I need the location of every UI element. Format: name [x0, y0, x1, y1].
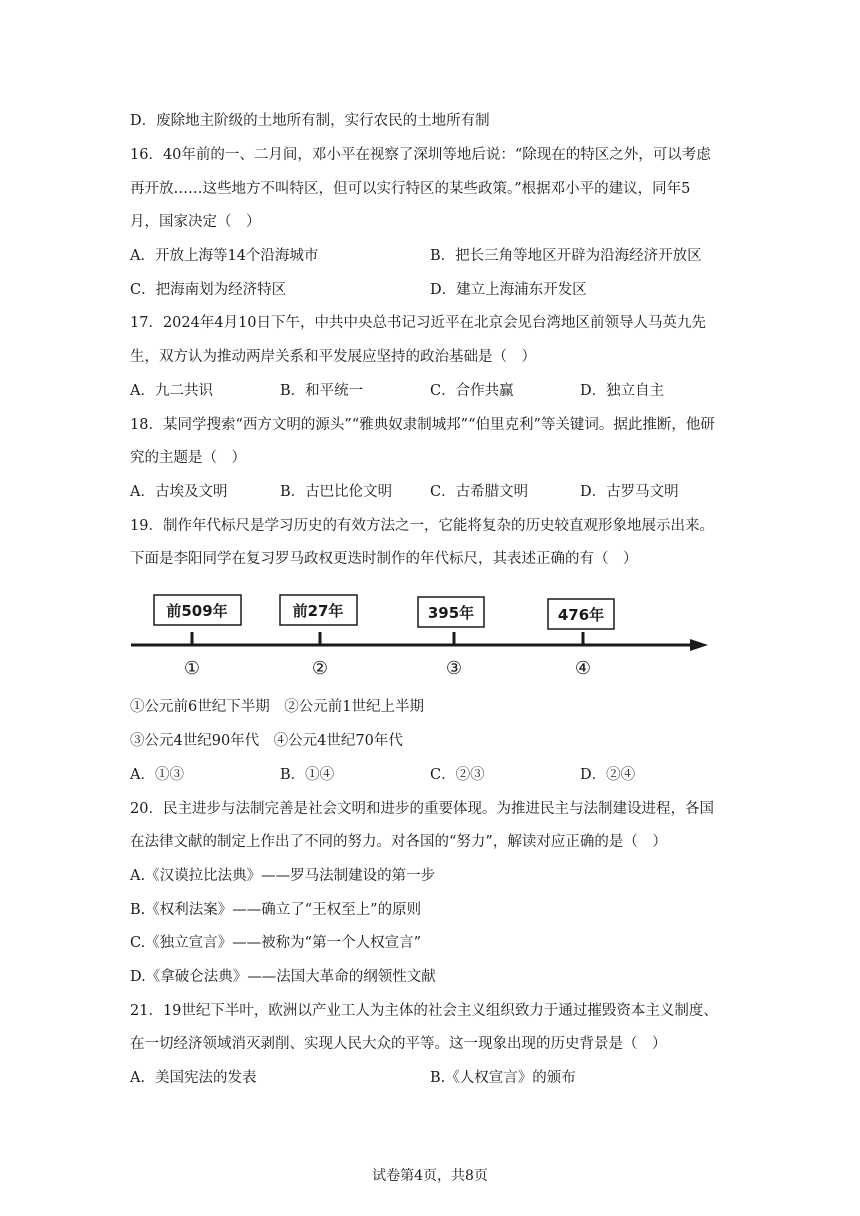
q21-option-b: B.《人权宣言》的颁布 — [430, 1070, 576, 1086]
q20-option-d: D.《拿破仑法典》——法国大革命的纲领性文献 — [130, 969, 436, 985]
timeline-label-3: 395年 — [427, 604, 475, 622]
q19-stem-line2: 下面是李阳同学在复习罗马政权更迭时制作的年代标尺，其表述正确的有（ ） — [130, 551, 638, 567]
q16-stem-line3: 月，国家决定（ ） — [130, 214, 261, 230]
timeline-marker-4: ④ — [574, 658, 592, 679]
q19-statement-line1: ①公元前6世纪下半期 ②公元前1世纪上半期 — [130, 699, 424, 715]
page-footer: 试卷第4页，共8页 — [372, 1168, 488, 1184]
q19-option-b: B．①④ — [280, 767, 335, 783]
q15-option-d: D．废除地主阶级的土地所有制，实行农民的土地所有制 — [130, 113, 490, 129]
timeline-marker-3: ③ — [445, 658, 463, 679]
q18-stem-line2: 究的主题是（ ） — [130, 450, 246, 466]
timeline-tick-1 — [154, 595, 241, 679]
q18-stem-line1: 18．某同学搜索“西方文明的源头”“雅典奴隶制城邦”“伯里克利”等关键词。据此推断，他研 — [130, 417, 715, 433]
q17-option-a: A．九二共识 — [130, 383, 213, 399]
q18-option-c: C．古希腊文明 — [430, 484, 529, 500]
q17-stem-line2: 生，双方认为推动两岸关系和平发展应坚持的政治基础是（ ） — [130, 349, 536, 365]
q16-option-d: D．建立上海浦东开发区 — [430, 282, 587, 298]
q17-option-b: B．和平统一 — [280, 383, 364, 399]
q20-option-a: A.《汉谟拉比法典》——罗马法制建设的第一步 — [130, 868, 436, 884]
q19-stem-line1: 19．制作年代标尺是学习历史的有效方法之一，它能将复杂的历史较直观形象地展示出来。 — [130, 518, 714, 534]
q20-option-c: C.《独立宣言》——被称为“第一个人权宣言” — [130, 935, 422, 951]
q21-option-a: A．美国宪法的发表 — [130, 1070, 257, 1086]
timeline-tick-3 — [418, 597, 484, 679]
q18-option-b: B．古巴比伦文明 — [280, 484, 393, 500]
q18-option-a: A．古埃及文明 — [130, 484, 228, 500]
q21-stem-line2: 在一切经济领域消灭剥削、实现人民大众的平等。这一现象出现的历史背景是（ ） — [130, 1036, 667, 1052]
timeline-figure — [128, 588, 718, 688]
timeline-marker-2: ② — [311, 658, 329, 679]
q16-stem-line2: 再开放……这些地方不叫特区，但可以实行特区的某些政策。”根据邓小平的建议，同年5 — [130, 181, 691, 197]
timeline-label-2: 前27年 — [292, 602, 344, 620]
q16-option-a: A．开放上海等14个沿海城市 — [130, 248, 319, 264]
q20-option-b: B.《权利法案》——确立了“王权至上”的原则 — [130, 902, 422, 918]
q18-option-d: D．古罗马文明 — [580, 484, 679, 500]
q16-stem-line1: 16．40年前的一、二月间，邓小平在视察了深圳等地后说：“除现在的特区之外，可以考虑 — [130, 147, 711, 163]
q17-option-c: C．合作共赢 — [430, 383, 514, 399]
q19-option-a: A．①③ — [130, 767, 184, 783]
timeline-marker-1: ① — [183, 658, 201, 679]
timeline-label-4: 476年 — [557, 606, 605, 624]
q19-option-d: D．②④ — [580, 767, 636, 783]
q20-stem-line1: 20．民主进步与法制完善是社会文明和进步的重要体现。为推进民主与法制建设进程，各国 — [130, 801, 714, 817]
q19-statement-line2: ③公元4世纪90年代 ④公元4世纪70年代 — [130, 733, 403, 749]
q16-option-c: C．把海南划为经济特区 — [130, 282, 287, 298]
q19-option-c: C．②③ — [430, 767, 485, 783]
q21-stem-line1: 21．19世纪下半叶，欧洲以产业工人为主体的社会主义组织致力于通过摧毁资本主义制度、 — [130, 1003, 718, 1019]
timeline-label-1: 前509年 — [166, 602, 228, 620]
q20-stem-line2: 在法律文献的制定上作出了不同的努力。对各国的“努力”，解读对应正确的是（ ） — [130, 834, 667, 850]
q17-option-d: D．独立自主 — [580, 383, 665, 399]
timeline-tick-4 — [548, 599, 614, 679]
timeline-tick-2 — [280, 595, 357, 679]
q16-option-b: B．把长三角等地区开辟为沿海经济开放区 — [430, 248, 702, 264]
timeline-arrow — [690, 639, 708, 651]
q17-stem-line1: 17．2024年4月10日下午，中共中央总书记习近平在北京会见台湾地区前领导人马英九先 — [130, 315, 707, 331]
